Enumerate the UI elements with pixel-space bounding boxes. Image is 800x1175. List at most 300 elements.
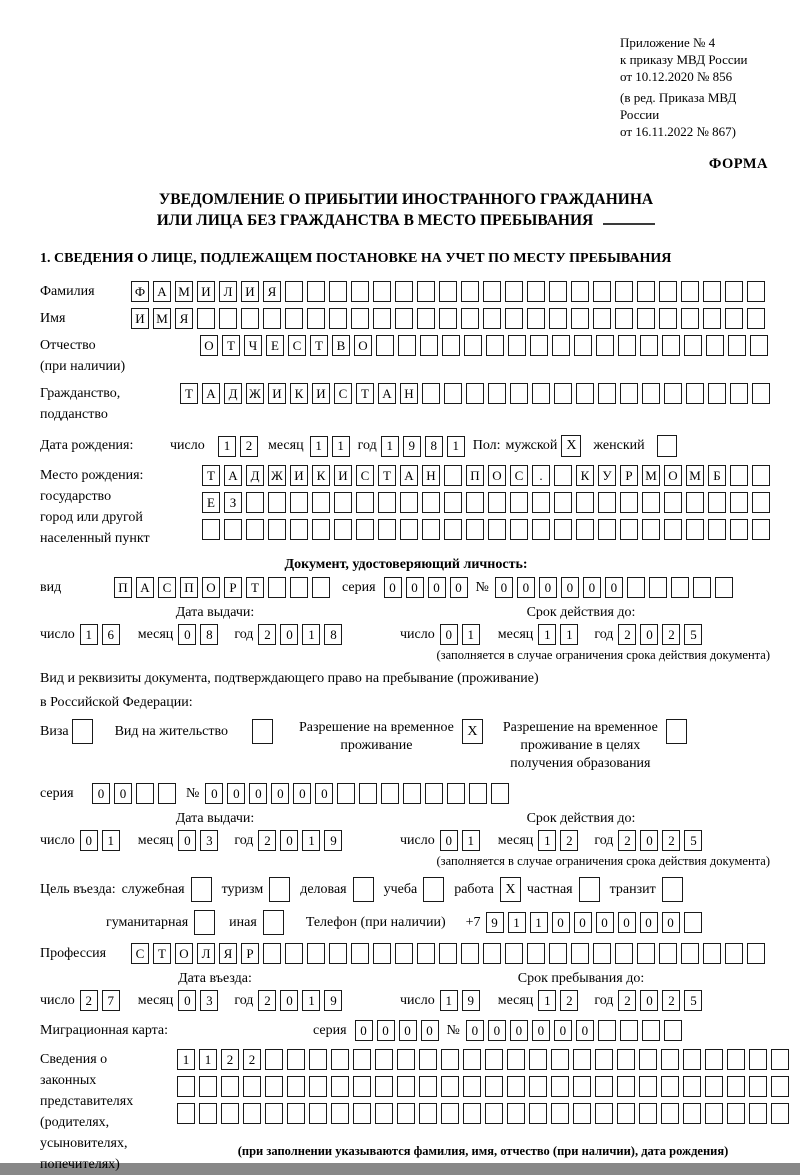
char-cell[interactable]: 1 (440, 990, 458, 1011)
char-cell[interactable] (373, 943, 391, 964)
char-cell[interactable]: С (510, 465, 528, 486)
char-cell[interactable]: 1 (447, 436, 465, 457)
char-cell[interactable] (728, 335, 746, 356)
char-cell[interactable]: 0 (227, 783, 245, 804)
char-cell[interactable] (290, 519, 308, 540)
char-cell[interactable] (488, 492, 506, 513)
char-cell[interactable] (529, 1049, 547, 1070)
char-cell[interactable] (425, 783, 443, 804)
char-cell[interactable]: К (290, 383, 308, 404)
char-cell[interactable] (686, 519, 704, 540)
char-cell[interactable] (532, 492, 550, 513)
char-cell[interactable] (549, 308, 567, 329)
char-cell[interactable] (554, 383, 572, 404)
char-cell[interactable] (620, 519, 638, 540)
char-cell[interactable] (395, 308, 413, 329)
char-cell[interactable]: 0 (640, 830, 658, 851)
char-cell[interactable] (444, 519, 462, 540)
char-cell[interactable] (199, 1076, 217, 1097)
char-cell[interactable]: 0 (271, 783, 289, 804)
char-cell[interactable]: 0 (576, 1020, 594, 1041)
male-checkbox[interactable]: X (561, 435, 581, 457)
char-cell[interactable]: 0 (399, 1020, 417, 1041)
char-cell[interactable] (285, 281, 303, 302)
char-cell[interactable]: А (136, 577, 154, 598)
char-cell[interactable]: 0 (640, 624, 658, 645)
char-cell[interactable] (615, 281, 633, 302)
char-cell[interactable]: Я (263, 281, 281, 302)
char-cell[interactable]: 3 (200, 830, 218, 851)
char-cell[interactable] (466, 383, 484, 404)
char-cell[interactable] (177, 1103, 195, 1124)
char-cell[interactable] (381, 783, 399, 804)
char-cell[interactable] (351, 943, 369, 964)
char-cell[interactable] (681, 308, 699, 329)
char-cell[interactable] (642, 492, 660, 513)
char-cell[interactable] (329, 308, 347, 329)
char-cell[interactable] (554, 465, 572, 486)
char-cell[interactable] (659, 308, 677, 329)
char-cell[interactable] (221, 1076, 239, 1097)
char-cell[interactable] (661, 1049, 679, 1070)
char-cell[interactable] (507, 1103, 525, 1124)
char-cell[interactable]: 0 (440, 624, 458, 645)
char-cell[interactable] (331, 1103, 349, 1124)
char-cell[interactable]: Р (620, 465, 638, 486)
char-cell[interactable]: 1 (332, 436, 350, 457)
char-cell[interactable]: 1 (381, 436, 399, 457)
char-cell[interactable]: И (268, 383, 286, 404)
char-cell[interactable] (642, 519, 660, 540)
purpose-other-checkbox[interactable] (263, 910, 284, 935)
char-cell[interactable]: Н (422, 465, 440, 486)
char-cell[interactable] (491, 783, 509, 804)
char-cell[interactable] (684, 335, 702, 356)
char-cell[interactable] (551, 1049, 569, 1070)
char-cell[interactable]: Л (219, 281, 237, 302)
char-cell[interactable]: 0 (510, 1020, 528, 1041)
char-cell[interactable]: 6 (102, 624, 120, 645)
char-cell[interactable] (246, 492, 264, 513)
char-cell[interactable] (510, 519, 528, 540)
char-cell[interactable] (461, 943, 479, 964)
char-cell[interactable] (527, 308, 545, 329)
char-cell[interactable]: Ж (246, 383, 264, 404)
char-cell[interactable] (359, 783, 377, 804)
char-cell[interactable] (551, 1076, 569, 1097)
char-cell[interactable]: Ж (268, 465, 286, 486)
char-cell[interactable]: З (224, 492, 242, 513)
char-cell[interactable] (593, 281, 611, 302)
char-cell[interactable] (527, 281, 545, 302)
char-cell[interactable] (353, 1049, 371, 1070)
char-cell[interactable] (747, 943, 765, 964)
char-cell[interactable] (725, 308, 743, 329)
char-cell[interactable]: 1 (80, 624, 98, 645)
char-cell[interactable] (576, 519, 594, 540)
char-cell[interactable] (527, 943, 545, 964)
char-cell[interactable]: 0 (574, 912, 592, 933)
char-cell[interactable] (334, 519, 352, 540)
char-cell[interactable] (507, 1049, 525, 1070)
char-cell[interactable]: 0 (384, 577, 402, 598)
char-cell[interactable] (595, 1103, 613, 1124)
char-cell[interactable]: 2 (258, 990, 276, 1011)
char-cell[interactable]: О (200, 335, 218, 356)
char-cell[interactable]: И (312, 383, 330, 404)
char-cell[interactable]: Р (241, 943, 259, 964)
char-cell[interactable] (573, 1049, 591, 1070)
char-cell[interactable] (307, 943, 325, 964)
char-cell[interactable] (466, 519, 484, 540)
char-cell[interactable]: 1 (462, 830, 480, 851)
char-cell[interactable]: 0 (539, 577, 557, 598)
char-cell[interactable]: 0 (178, 990, 196, 1011)
char-cell[interactable] (598, 519, 616, 540)
char-cell[interactable] (554, 492, 572, 513)
char-cell[interactable]: М (175, 281, 193, 302)
char-cell[interactable]: К (312, 465, 330, 486)
char-cell[interactable] (683, 1103, 701, 1124)
char-cell[interactable] (353, 1103, 371, 1124)
char-cell[interactable] (444, 465, 462, 486)
char-cell[interactable] (595, 1076, 613, 1097)
char-cell[interactable] (329, 281, 347, 302)
char-cell[interactable]: П (466, 465, 484, 486)
char-cell[interactable]: 2 (662, 830, 680, 851)
char-cell[interactable] (419, 1076, 437, 1097)
char-cell[interactable]: У (598, 465, 616, 486)
char-cell[interactable] (441, 1049, 459, 1070)
char-cell[interactable] (285, 943, 303, 964)
char-cell[interactable] (309, 1076, 327, 1097)
char-cell[interactable] (508, 335, 526, 356)
purpose-tourism-checkbox[interactable] (269, 877, 290, 902)
char-cell[interactable]: С (131, 943, 149, 964)
char-cell[interactable]: Т (246, 577, 264, 598)
char-cell[interactable] (265, 1103, 283, 1124)
char-cell[interactable] (571, 308, 589, 329)
char-cell[interactable] (219, 308, 237, 329)
char-cell[interactable] (615, 943, 633, 964)
char-cell[interactable]: 2 (618, 624, 636, 645)
purpose-private-checkbox[interactable] (579, 877, 600, 902)
char-cell[interactable] (400, 492, 418, 513)
char-cell[interactable] (659, 943, 677, 964)
char-cell[interactable]: 5 (684, 830, 702, 851)
char-cell[interactable] (574, 335, 592, 356)
char-cell[interactable] (664, 519, 682, 540)
char-cell[interactable] (671, 577, 689, 598)
char-cell[interactable] (439, 281, 457, 302)
char-cell[interactable] (640, 335, 658, 356)
char-cell[interactable]: И (334, 465, 352, 486)
char-cell[interactable] (331, 1049, 349, 1070)
char-cell[interactable] (637, 943, 655, 964)
char-cell[interactable] (378, 519, 396, 540)
char-cell[interactable] (620, 383, 638, 404)
char-cell[interactable]: К (576, 465, 594, 486)
char-cell[interactable]: . (532, 465, 550, 486)
char-cell[interactable] (661, 1103, 679, 1124)
char-cell[interactable]: 2 (258, 830, 276, 851)
char-cell[interactable]: 0 (583, 577, 601, 598)
char-cell[interactable]: Т (180, 383, 198, 404)
char-cell[interactable] (158, 783, 176, 804)
char-cell[interactable] (595, 1049, 613, 1070)
char-cell[interactable]: 0 (552, 912, 570, 933)
char-cell[interactable]: 0 (662, 912, 680, 933)
char-cell[interactable] (664, 383, 682, 404)
char-cell[interactable] (749, 1103, 767, 1124)
char-cell[interactable]: А (153, 281, 171, 302)
char-cell[interactable]: 8 (200, 624, 218, 645)
char-cell[interactable]: О (202, 577, 220, 598)
char-cell[interactable]: Я (219, 943, 237, 964)
char-cell[interactable] (771, 1103, 789, 1124)
char-cell[interactable]: Я (175, 308, 193, 329)
char-cell[interactable]: М (686, 465, 704, 486)
char-cell[interactable] (469, 783, 487, 804)
char-cell[interactable] (441, 1076, 459, 1097)
char-cell[interactable] (265, 1076, 283, 1097)
char-cell[interactable]: 0 (293, 783, 311, 804)
char-cell[interactable] (642, 1020, 660, 1041)
char-cell[interactable] (771, 1049, 789, 1070)
char-cell[interactable] (485, 1049, 503, 1070)
char-cell[interactable]: Д (224, 383, 242, 404)
char-cell[interactable] (375, 1076, 393, 1097)
char-cell[interactable]: 2 (560, 990, 578, 1011)
char-cell[interactable]: 0 (640, 990, 658, 1011)
char-cell[interactable] (400, 519, 418, 540)
char-cell[interactable]: 9 (324, 830, 342, 851)
char-cell[interactable]: М (153, 308, 171, 329)
char-cell[interactable] (417, 943, 435, 964)
char-cell[interactable] (224, 519, 242, 540)
purpose-humanitarian-checkbox[interactable] (194, 910, 215, 935)
char-cell[interactable] (463, 1103, 481, 1124)
char-cell[interactable]: 0 (428, 577, 446, 598)
char-cell[interactable] (708, 383, 726, 404)
char-cell[interactable]: 8 (324, 624, 342, 645)
char-cell[interactable] (598, 492, 616, 513)
char-cell[interactable]: Т (222, 335, 240, 356)
char-cell[interactable]: С (288, 335, 306, 356)
char-cell[interactable] (730, 492, 748, 513)
char-cell[interactable]: Т (202, 465, 220, 486)
char-cell[interactable]: 1 (538, 830, 556, 851)
char-cell[interactable]: А (378, 383, 396, 404)
char-cell[interactable] (727, 1049, 745, 1070)
char-cell[interactable] (708, 519, 726, 540)
char-cell[interactable] (285, 308, 303, 329)
char-cell[interactable] (706, 335, 724, 356)
char-cell[interactable]: 1 (177, 1049, 195, 1070)
char-cell[interactable] (705, 1103, 723, 1124)
char-cell[interactable] (439, 943, 457, 964)
char-cell[interactable]: Р (224, 577, 242, 598)
char-cell[interactable]: 0 (605, 577, 623, 598)
char-cell[interactable] (684, 912, 702, 933)
char-cell[interactable]: О (664, 465, 682, 486)
residence-permit-checkbox[interactable] (252, 719, 273, 744)
char-cell[interactable]: 3 (200, 990, 218, 1011)
char-cell[interactable]: 7 (102, 990, 120, 1011)
char-cell[interactable] (422, 492, 440, 513)
char-cell[interactable] (554, 519, 572, 540)
char-cell[interactable]: Т (356, 383, 374, 404)
char-cell[interactable] (419, 1049, 437, 1070)
char-cell[interactable] (351, 281, 369, 302)
char-cell[interactable]: 1 (560, 624, 578, 645)
char-cell[interactable] (464, 335, 482, 356)
char-cell[interactable] (752, 383, 770, 404)
char-cell[interactable]: О (175, 943, 193, 964)
char-cell[interactable]: И (241, 281, 259, 302)
char-cell[interactable]: С (356, 465, 374, 486)
char-cell[interactable]: 1 (310, 436, 328, 457)
char-cell[interactable] (730, 519, 748, 540)
char-cell[interactable] (771, 1076, 789, 1097)
char-cell[interactable] (483, 308, 501, 329)
char-cell[interactable] (287, 1076, 305, 1097)
char-cell[interactable] (529, 1076, 547, 1097)
char-cell[interactable]: 0 (618, 912, 636, 933)
char-cell[interactable] (398, 335, 416, 356)
char-cell[interactable]: 1 (462, 624, 480, 645)
char-cell[interactable] (329, 943, 347, 964)
char-cell[interactable] (749, 1049, 767, 1070)
char-cell[interactable] (683, 1049, 701, 1070)
char-cell[interactable]: 1 (218, 436, 236, 457)
char-cell[interactable]: 0 (249, 783, 267, 804)
char-cell[interactable] (662, 335, 680, 356)
char-cell[interactable] (441, 1103, 459, 1124)
char-cell[interactable] (593, 308, 611, 329)
char-cell[interactable] (263, 308, 281, 329)
char-cell[interactable] (532, 519, 550, 540)
char-cell[interactable] (403, 783, 421, 804)
char-cell[interactable] (375, 1049, 393, 1070)
char-cell[interactable] (442, 335, 460, 356)
char-cell[interactable] (598, 383, 616, 404)
char-cell[interactable] (307, 308, 325, 329)
char-cell[interactable] (337, 783, 355, 804)
purpose-work-checkbox[interactable]: X (500, 877, 521, 902)
char-cell[interactable] (549, 281, 567, 302)
char-cell[interactable] (221, 1103, 239, 1124)
char-cell[interactable] (620, 492, 638, 513)
char-cell[interactable] (376, 335, 394, 356)
char-cell[interactable]: И (290, 465, 308, 486)
char-cell[interactable]: 1 (302, 624, 320, 645)
rvp-education-checkbox[interactable] (666, 719, 687, 744)
char-cell[interactable] (752, 519, 770, 540)
char-cell[interactable] (447, 783, 465, 804)
char-cell[interactable] (334, 492, 352, 513)
char-cell[interactable]: 0 (92, 783, 110, 804)
char-cell[interactable]: 9 (324, 990, 342, 1011)
char-cell[interactable] (681, 943, 699, 964)
char-cell[interactable]: 0 (280, 830, 298, 851)
char-cell[interactable] (596, 335, 614, 356)
char-cell[interactable] (461, 281, 479, 302)
char-cell[interactable] (268, 519, 286, 540)
char-cell[interactable]: Е (266, 335, 284, 356)
char-cell[interactable]: 5 (684, 624, 702, 645)
char-cell[interactable]: 1 (302, 830, 320, 851)
char-cell[interactable] (747, 281, 765, 302)
char-cell[interactable] (507, 1076, 525, 1097)
char-cell[interactable] (618, 335, 636, 356)
char-cell[interactable] (463, 1049, 481, 1070)
char-cell[interactable]: 2 (662, 990, 680, 1011)
char-cell[interactable] (693, 577, 711, 598)
char-cell[interactable] (265, 1049, 283, 1070)
char-cell[interactable]: 0 (280, 624, 298, 645)
char-cell[interactable] (505, 943, 523, 964)
purpose-business-checkbox[interactable] (191, 877, 212, 902)
char-cell[interactable] (752, 492, 770, 513)
char-cell[interactable] (664, 1020, 682, 1041)
char-cell[interactable]: 0 (114, 783, 132, 804)
char-cell[interactable] (617, 1049, 635, 1070)
char-cell[interactable] (703, 943, 721, 964)
char-cell[interactable]: Т (310, 335, 328, 356)
char-cell[interactable]: Е (202, 492, 220, 513)
char-cell[interactable] (309, 1103, 327, 1124)
char-cell[interactable]: 2 (221, 1049, 239, 1070)
char-cell[interactable] (505, 308, 523, 329)
char-cell[interactable]: О (488, 465, 506, 486)
purpose-transit-checkbox[interactable] (662, 877, 683, 902)
char-cell[interactable] (576, 492, 594, 513)
char-cell[interactable]: Б (708, 465, 726, 486)
visa-checkbox[interactable] (72, 719, 93, 744)
char-cell[interactable]: 0 (561, 577, 579, 598)
char-cell[interactable] (422, 383, 440, 404)
char-cell[interactable]: 1 (538, 990, 556, 1011)
char-cell[interactable] (639, 1076, 657, 1097)
char-cell[interactable] (488, 383, 506, 404)
char-cell[interactable]: 0 (466, 1020, 484, 1041)
char-cell[interactable] (331, 1076, 349, 1097)
char-cell[interactable] (444, 492, 462, 513)
char-cell[interactable]: С (334, 383, 352, 404)
char-cell[interactable]: И (197, 281, 215, 302)
char-cell[interactable] (375, 1103, 393, 1124)
purpose-commercial-checkbox[interactable] (353, 877, 374, 902)
char-cell[interactable]: 0 (450, 577, 468, 598)
char-cell[interactable] (312, 492, 330, 513)
char-cell[interactable] (268, 492, 286, 513)
female-checkbox[interactable] (657, 435, 677, 457)
char-cell[interactable] (263, 943, 281, 964)
char-cell[interactable]: 1 (102, 830, 120, 851)
char-cell[interactable]: Л (197, 943, 215, 964)
char-cell[interactable] (417, 308, 435, 329)
char-cell[interactable] (290, 492, 308, 513)
char-cell[interactable] (708, 492, 726, 513)
char-cell[interactable]: Д (246, 465, 264, 486)
char-cell[interactable]: А (202, 383, 220, 404)
char-cell[interactable] (627, 577, 645, 598)
char-cell[interactable]: Ч (244, 335, 262, 356)
char-cell[interactable]: 2 (258, 624, 276, 645)
char-cell[interactable] (307, 281, 325, 302)
char-cell[interactable] (730, 383, 748, 404)
